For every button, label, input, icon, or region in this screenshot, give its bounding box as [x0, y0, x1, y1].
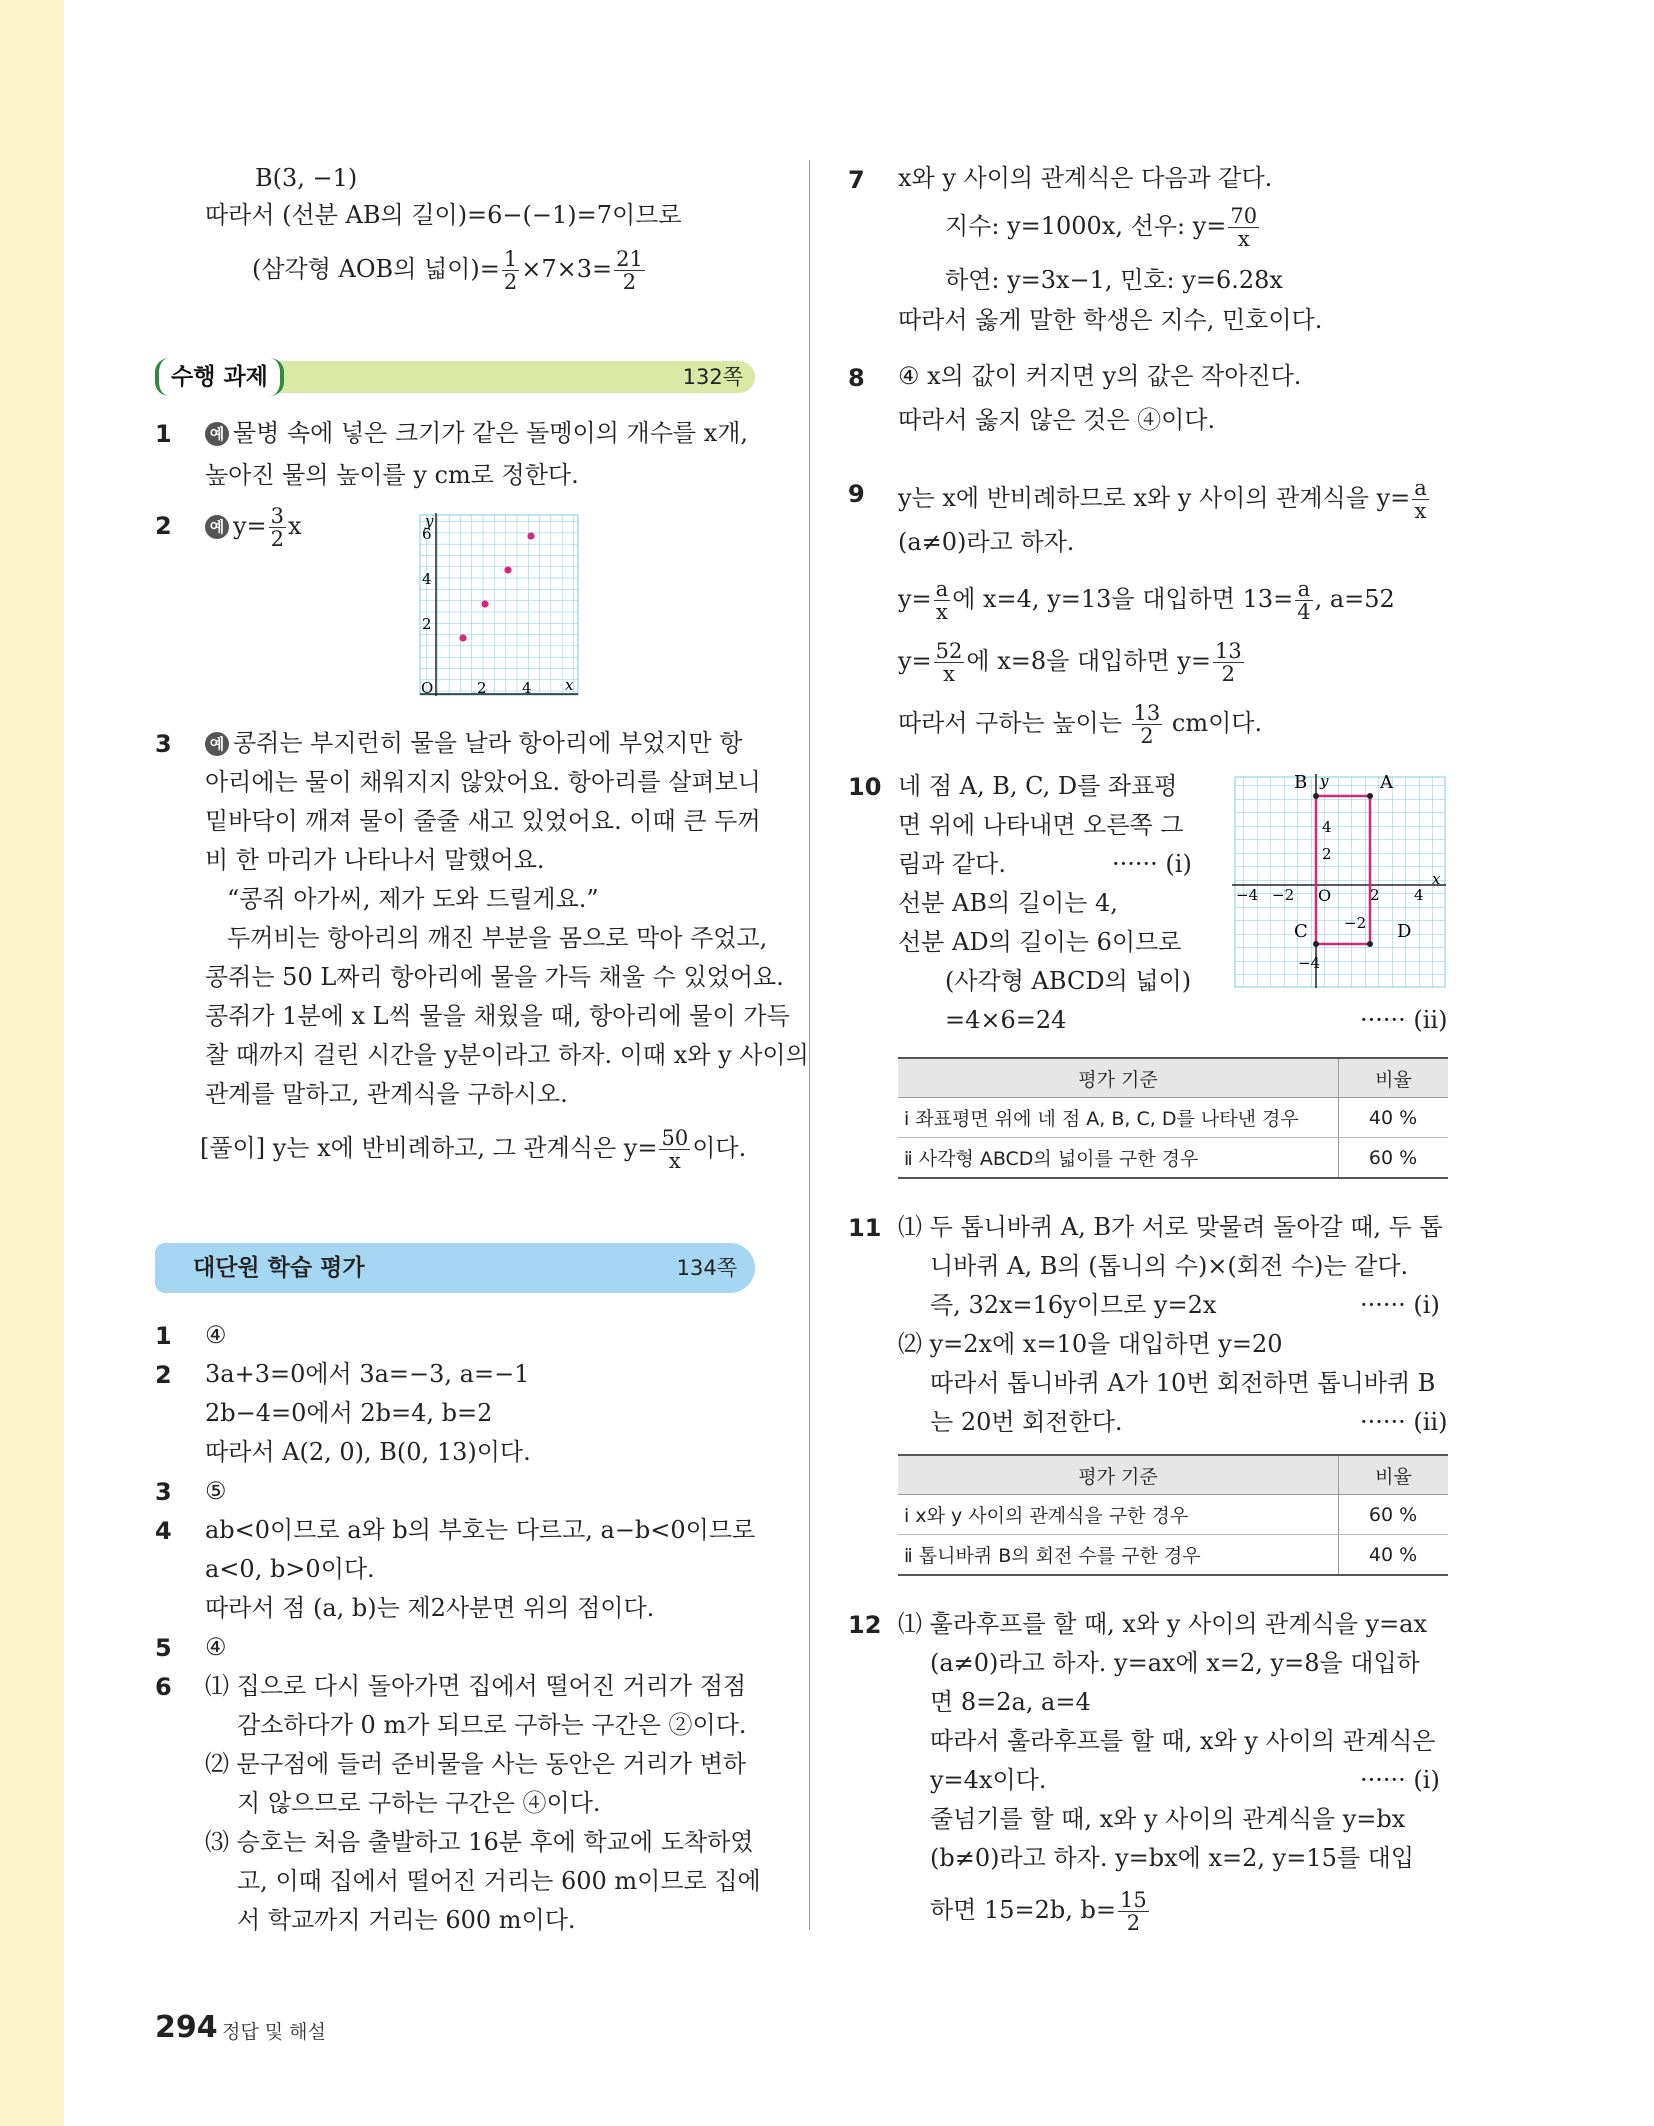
fraction [1295, 578, 1312, 623]
text-line: (a≠0)라고 하자. [898, 528, 1075, 556]
text-line: ⑵ y=2x에 x=10을 대입하면 y=20 [898, 1330, 1283, 1358]
problem-number: 2 [155, 512, 172, 540]
equation-line [205, 505, 302, 550]
denominator: x [668, 1149, 681, 1173]
question-number: 12 [848, 1611, 882, 1639]
text-line: 비 한 마리가 나타나서 말했어요. [205, 846, 545, 874]
question-number: 9 [848, 480, 865, 508]
denominator: x [943, 662, 955, 686]
question-number: 2 [155, 1361, 172, 1389]
numerator: 3 [270, 504, 285, 528]
triangle-area-line [252, 248, 647, 293]
step-marker: ······ (ⅱ) [1360, 1006, 1448, 1034]
step-marker: ······ (ⅱ) [1360, 1408, 1448, 1436]
text-line: 아리에는 물이 채워지지 않았어요. 항아리를 살펴보니 [205, 768, 761, 796]
text-line: 네 점 A, B, C, D를 좌표평 [898, 772, 1178, 800]
text-line: ⑴ 훌라후프를 할 때, x와 y 사이의 관계식을 y=ax [898, 1610, 1428, 1638]
text-line: 따라서 톱니바퀴 A가 10번 회전하면 톱니바퀴 B [930, 1369, 1436, 1397]
x-label: x [565, 676, 574, 694]
question-number: 11 [848, 1214, 882, 1242]
table-cell: ⅰ x와 y 사이의 관계식을 구한 경우 [898, 1495, 1339, 1535]
text: 지수: y=1000x, 선우: y= [945, 212, 1227, 240]
x-tick: 4 [1414, 886, 1424, 904]
question-number: 3 [155, 1478, 172, 1506]
text: 하면 15=2b, b= [930, 1896, 1117, 1924]
column-header: 평가 기준 [898, 1455, 1339, 1495]
denominator: 2 [622, 270, 637, 294]
text-line: (사각형 ABCD의 넓이) [945, 967, 1192, 995]
fraction [934, 578, 951, 623]
text-line: (a≠0)라고 하자. y=ax에 x=2, y=8을 대입하 [930, 1649, 1420, 1677]
text-line: ④ [205, 1321, 227, 1349]
table-row [898, 1535, 1448, 1576]
table-cell: 40 % [1339, 1535, 1449, 1576]
equation-line [898, 578, 1395, 623]
text: y= [898, 647, 932, 675]
label-a: A [1380, 772, 1393, 793]
text: y= [233, 512, 267, 540]
text-line: 2b−4=0에서 2b=4, b=2 [205, 1399, 493, 1427]
column-divider [809, 160, 810, 1930]
text-line: 두꺼비는 항아리의 깨진 부분을 몸으로 막아 주었고, [227, 924, 768, 952]
data-point [527, 532, 534, 539]
text-line: (b≠0)라고 하자. y=bx에 x=2, y=15를 대입 [930, 1844, 1415, 1872]
question-number: 10 [848, 773, 882, 801]
text-line: 따라서 (선분 AB의 길이)=6−(−1)=7이므로 [205, 201, 682, 229]
text-line [205, 418, 748, 448]
numerator: 50 [661, 1126, 689, 1150]
x-tick: −4 [1236, 886, 1259, 904]
text-line: 따라서 A(2, 0), B(0, 13)이다. [205, 1438, 531, 1466]
y-tick: 6 [422, 525, 432, 543]
graph-proportion [415, 510, 580, 698]
text-line: ⑴ 두 톱니바퀴 A, B가 서로 맞물려 돌아갈 때, 두 톱 [898, 1213, 1443, 1241]
banner-title: 수행 과제 [155, 358, 284, 396]
step-marker: ······ (ⅰ) [1112, 850, 1192, 878]
text-line: 면 위에 나타내면 오른쪽 그 [898, 811, 1184, 839]
fraction [1118, 1889, 1149, 1934]
y-tick: 4 [422, 570, 432, 588]
column-header: 비율 [1339, 1455, 1449, 1495]
step-marker: ······ (ⅰ) [1360, 1291, 1440, 1319]
table-cell: ⅱ 톱니바퀴 B의 회전 수를 구한 경우 [898, 1535, 1339, 1576]
denominator: 4 [1297, 600, 1311, 624]
data-point [481, 600, 488, 607]
text-line: 높아진 물의 높이를 y cm로 정한다. [205, 461, 579, 489]
label-d: D [1397, 921, 1412, 942]
text-line: y=4x이다. [930, 1766, 1047, 1794]
denominator: 2 [1126, 1911, 1141, 1935]
fraction [1213, 640, 1244, 685]
equation-line [898, 477, 1431, 522]
text-line: 밑바닥이 깨져 물이 줄줄 새고 있었어요. 이때 큰 두꺼 [205, 807, 761, 835]
text-line: 따라서 옳지 않은 것은 ④이다. [898, 406, 1216, 434]
fraction [1132, 702, 1163, 747]
text-line: ④ x의 값이 커지면 y의 값은 작아진다. [898, 362, 1302, 390]
text-line: ⑶ 승호는 처음 출발하고 16분 후에 학교에 도착하였 [205, 1828, 754, 1856]
text-line: x와 y 사이의 관계식은 다음과 같다. [898, 164, 1273, 192]
text-line: 림과 같다. [898, 850, 1006, 878]
denominator: x [1237, 227, 1250, 251]
y-tick: 2 [422, 615, 432, 633]
step-marker: ······ (ⅰ) [1360, 1766, 1440, 1794]
origin-label: O [421, 679, 434, 697]
label-c: C [1294, 921, 1308, 942]
text: 물병 속에 넣은 크기가 같은 돌멩이의 개수를 x개, [233, 419, 749, 447]
y-label: y [1320, 772, 1329, 790]
text-line: ⑴ 집으로 다시 돌아가면 집에서 떨어진 거리가 점점 [205, 1672, 747, 1700]
numerator: 52 [935, 639, 963, 663]
text: 따라서 구하는 높이는 [898, 709, 1130, 737]
y-tick: −4 [1298, 954, 1321, 972]
text-line: 찰 때까지 걸린 시간을 y분이라고 하자. 이때 x와 y 사이의 [205, 1041, 809, 1069]
text-line: ④ [205, 1633, 227, 1661]
table-cell: 60 % [1339, 1138, 1449, 1179]
text-line: B(3, −1) [255, 164, 358, 192]
question-number: 8 [848, 364, 865, 392]
numerator: 13 [1133, 701, 1161, 725]
table-header-row [898, 1455, 1448, 1495]
example-mark: 예 [205, 732, 229, 756]
text-line: 하연: y=3x−1, 민호: y=6.28x [945, 266, 1283, 294]
table-row [898, 1138, 1448, 1179]
point-a [1367, 793, 1373, 799]
numerator: a [935, 577, 949, 601]
point-b [1313, 793, 1319, 799]
equation-line [930, 1889, 1151, 1934]
problem-number: 3 [155, 730, 172, 758]
equation-line [898, 640, 1246, 685]
table-cell: 40 % [1339, 1098, 1449, 1138]
label-b: B [1294, 772, 1308, 793]
x-tick: 2 [477, 679, 487, 697]
text-line: 콩쥐는 50 L짜리 항아리에 물을 가득 채울 수 있었어요. [205, 963, 784, 991]
question-number: 4 [155, 1517, 172, 1545]
text: ×7×3= [521, 255, 613, 283]
question-number: 7 [848, 166, 865, 194]
banner-title: 대단원 학습 평가 [193, 1255, 365, 1281]
question-number: 5 [155, 1634, 172, 1662]
text: , a=52 [1314, 585, 1395, 613]
text-line: 니바퀴 A, B의 (톱니의 수)×(회전 수)는 같다. [930, 1252, 1409, 1280]
table-header-row [898, 1058, 1448, 1098]
equation-line [898, 702, 1262, 747]
fraction [1412, 477, 1429, 522]
text: y= [898, 585, 932, 613]
fraction [269, 505, 286, 550]
table-cell: 60 % [1339, 1495, 1449, 1535]
table-cell: ⅱ 사각형 ABCD의 넓이를 구한 경우 [898, 1138, 1339, 1179]
text: x [288, 512, 302, 540]
question-number: 6 [155, 1673, 172, 1701]
banner-page: 134쪽 [676, 1256, 737, 1280]
point-c [1313, 941, 1319, 947]
text: y는 x에 반비례하므로 x와 y 사이의 관계식을 y= [898, 484, 1411, 512]
text-line: 서 학교까지 거리는 600 m이다. [237, 1906, 576, 1934]
grid [420, 515, 578, 695]
denominator: x [936, 600, 948, 624]
point-d [1367, 941, 1373, 947]
y-tick: −2 [1344, 914, 1367, 932]
fraction [659, 1127, 690, 1172]
numerator: 21 [616, 247, 643, 271]
banner-page: 132쪽 [682, 365, 743, 389]
section-banner-unit-assessment [155, 1243, 755, 1293]
text-line: 선분 AD의 길이는 6이므로 [898, 928, 1182, 956]
text-line: 지 않으므로 구하는 구간은 ④이다. [237, 1789, 601, 1817]
text-line: ⑤ [205, 1477, 227, 1505]
x-tick: −2 [1272, 886, 1295, 904]
text-line: ab<0이므로 a와 b의 부호는 다르고, a−b<0이므로 [205, 1516, 756, 1544]
margin-strip [0, 0, 64, 2126]
text-line: 3a+3=0에서 3a=−3, a=−1 [205, 1360, 530, 1388]
text-line [205, 728, 742, 758]
grid [1235, 777, 1445, 987]
text-line: 줄넘기를 할 때, x와 y 사이의 관계식을 y=bx [930, 1805, 1406, 1833]
text-line: 관계를 말하고, 관계식을 구하시오. [205, 1080, 568, 1108]
origin-label: O [1318, 886, 1332, 905]
example-mark: 예 [205, 515, 229, 539]
text-line: a<0, b>0이다. [205, 1555, 375, 1583]
text-line: =4×6=24 [945, 1006, 1067, 1034]
numerator: a [1414, 476, 1427, 500]
y-tick: 2 [1322, 845, 1332, 863]
x-tick: 2 [1370, 886, 1380, 904]
rubric-table-q10 [898, 1057, 1448, 1179]
example-mark: 예 [205, 422, 229, 446]
text: (삼각형 AOB의 넓이)= [252, 255, 500, 283]
text-line: 선분 AB의 길이는 4, [898, 889, 1118, 917]
graph-rectangle [1230, 772, 1448, 990]
text: 콩쥐는 부지런히 물을 날라 항아리에 부었지만 항 [233, 729, 743, 757]
fraction [1228, 205, 1259, 250]
text: cm이다. [1164, 709, 1263, 737]
table-cell: ⅰ 좌표평면 위에 네 점 A, B, C, D를 나타낸 경우 [898, 1098, 1339, 1138]
text-line: 즉, 32x=16y이므로 y=2x [930, 1291, 1217, 1319]
text-line: 따라서 옳게 말한 학생은 지수, 민호이다. [898, 306, 1323, 334]
y-label: y [425, 512, 434, 530]
question-number: 1 [155, 1322, 172, 1350]
text-line: 는 20번 회전한다. [930, 1408, 1123, 1436]
text: 이다. [692, 1134, 747, 1162]
column-header: 평가 기준 [898, 1058, 1339, 1098]
table-row [898, 1495, 1448, 1535]
data-point [459, 634, 466, 641]
x-label: x [1432, 870, 1441, 888]
table-row [898, 1098, 1448, 1138]
denominator: 2 [1221, 662, 1236, 686]
text-line: 콩쥐가 1분에 x L씩 물을 채웠을 때, 항아리에 물이 가득 [205, 1002, 790, 1030]
numerator: 15 [1120, 1888, 1147, 1912]
text-line: 고, 이때 집에서 떨어진 거리는 600 m이므로 집에 [237, 1867, 761, 1895]
text-line: “콩쥐 아가씨, 제가 도와 드릴게요.” [227, 885, 599, 913]
y-tick: 4 [1322, 818, 1332, 836]
text-line: 면 8=2a, a=4 [930, 1688, 1091, 1716]
footer-label: 정답 및 해설 [222, 2021, 326, 2043]
fraction [502, 248, 519, 293]
numerator: 1 [503, 247, 518, 271]
section-banner-performance [155, 358, 755, 396]
fraction [934, 640, 965, 685]
fraction [614, 248, 645, 293]
rubric-table-q11 [898, 1454, 1448, 1576]
text-line: 감소하다가 0 m가 되므로 구하는 구간은 ②이다. [237, 1711, 747, 1739]
numerator: 13 [1214, 639, 1242, 663]
numerator: a [1295, 578, 1312, 601]
equation-line [945, 205, 1261, 250]
denominator: 2 [503, 270, 518, 294]
text: [풀이] y는 x에 반비례하고, 그 관계식은 y= [200, 1134, 658, 1162]
text-line: 따라서 점 (a, b)는 제2사분면 위의 점이다. [205, 1594, 655, 1622]
x-tick: 4 [522, 679, 532, 697]
column-header: 비율 [1339, 1058, 1449, 1098]
problem-number: 1 [155, 420, 172, 448]
numerator: 70 [1230, 204, 1258, 228]
text: 에 x=4, y=13을 대입하면 13= [952, 585, 1294, 613]
data-point [504, 566, 511, 573]
denominator: x [1414, 499, 1427, 523]
text-line: ⑵ 문구점에 들러 준비물을 사는 동안은 거리가 변하 [205, 1750, 747, 1778]
text: 에 x=8을 대입하면 y= [966, 647, 1211, 675]
denominator: 2 [270, 527, 285, 551]
denominator: 2 [1140, 724, 1154, 748]
page-number: 294 [155, 2010, 218, 2045]
solution-line [200, 1127, 746, 1172]
text-line: 따라서 훌라후프를 할 때, x와 y 사이의 관계식은 [930, 1727, 1436, 1755]
